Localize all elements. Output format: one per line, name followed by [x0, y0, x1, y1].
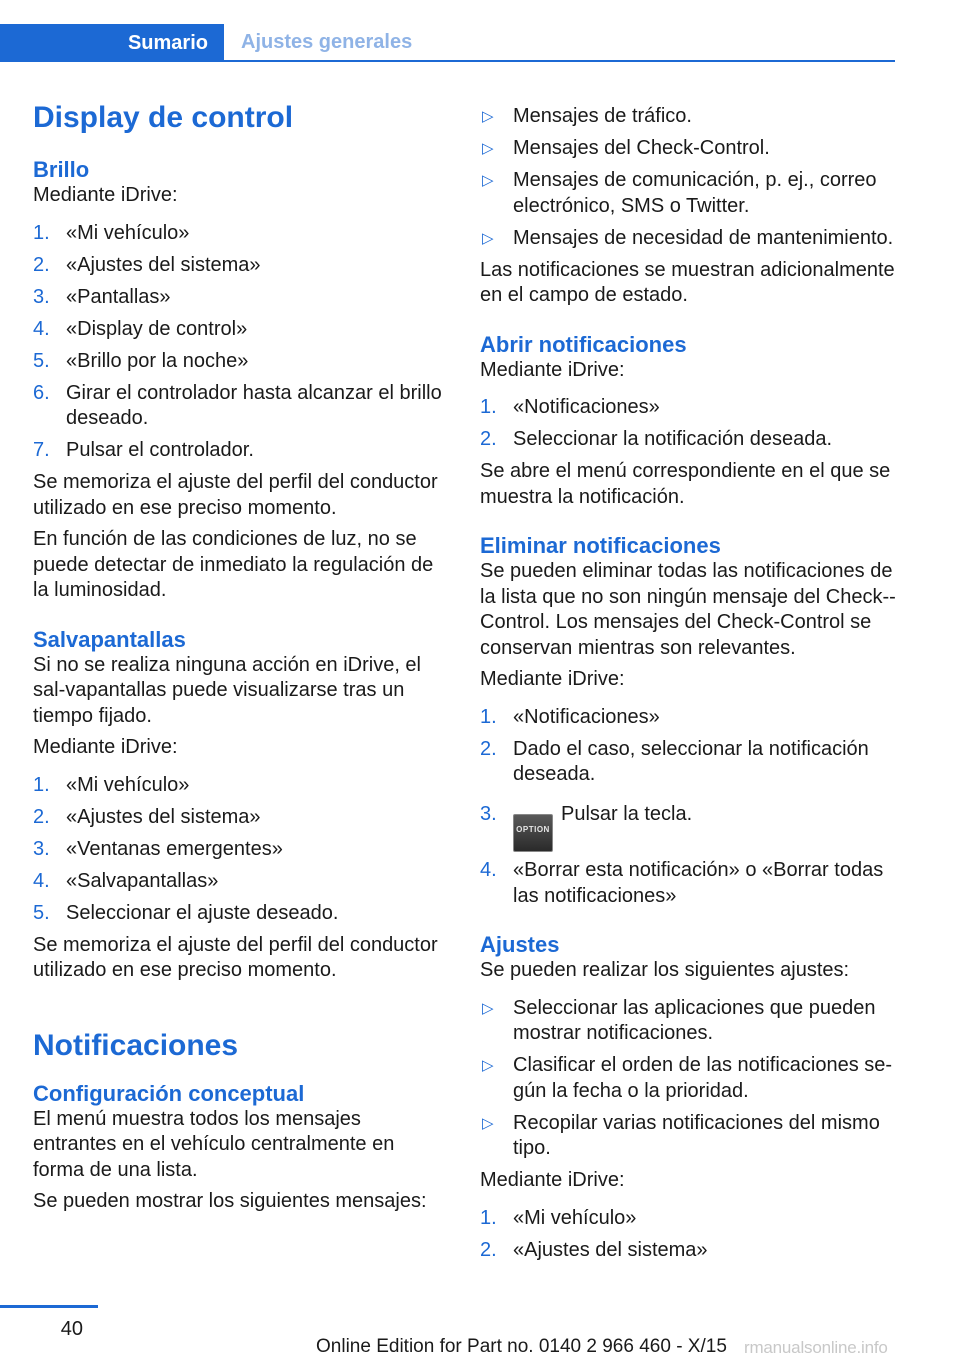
heading-abrir-notificaciones: Abrir notificaciones — [480, 331, 687, 357]
bullet-triangle-icon: ▷ — [482, 140, 494, 157]
list-item: ▷ Recopilar varias notificaciones del mismo tipo. — [482, 1111, 880, 1159]
abrir-steps — [480, 395, 898, 453]
eliminar-intro: Mediante iDrive: — [480, 668, 625, 690]
step-number: 3. — [480, 802, 497, 825]
list-item: 3. «Pantallas» — [33, 285, 449, 311]
list-item: 1. «Notificaciones» — [480, 705, 898, 731]
config-desc: El menú muestra todos los mensajes entrantes en el vehículo centralmente en forma de una lista. — [33, 1107, 395, 1181]
bullet-triangle-icon: ▷ — [482, 1114, 494, 1132]
status-field-note: Las notificaciones se muestran adicionalmente en el campo de estado. — [480, 258, 895, 306]
list-item: ▷ Mensajes de comunicación, p. ej., correo electrónico, SMS o Twitter. — [482, 169, 877, 217]
left-column — [33, 100, 449, 1221]
step-number: 1. — [480, 1206, 497, 1229]
ajustes-intro-2: Mediante iDrive: — [480, 1169, 625, 1191]
list-item: 3. OPTIONPulsar la tecla. — [480, 802, 898, 852]
heading-salvapantallas: Salvapantallas — [33, 626, 186, 652]
salvapantallas-steps — [33, 773, 449, 927]
list-item: ▷ Mensajes de tráfico. — [480, 104, 898, 130]
heading-configuracion-conceptual: Configuración conceptual — [33, 1080, 305, 1106]
step-number: 2. — [480, 1238, 497, 1261]
list-item: 2. «Ajustes del sistema» — [33, 805, 449, 831]
step-number: 3. — [33, 285, 50, 308]
right-column — [480, 100, 898, 1270]
brillo-note-1: Se memoriza el ajuste del perfil del conductor utilizado en ese preciso momento. — [33, 471, 438, 519]
header-divider — [0, 60, 895, 62]
abrir-intro: Mediante iDrive: — [480, 358, 625, 381]
heading-notificaciones: Notificaciones — [33, 1028, 239, 1062]
list-item: 5. Seleccionar el ajuste deseado. — [33, 901, 449, 927]
footer-divider — [0, 1305, 98, 1308]
list-item: 2. Dado el caso, seleccionar la notificación deseada. — [480, 737, 869, 785]
eliminar-steps — [480, 705, 898, 910]
step-number: 2. — [33, 253, 50, 276]
ajustes-options-list — [480, 996, 898, 1162]
tab-sumario[interactable]: Sumario — [0, 24, 224, 62]
list-item: 3. «Ventanas emergentes» — [33, 837, 449, 863]
bullet-triangle-icon: ▷ — [482, 1057, 494, 1074]
step-number: 2. — [480, 737, 497, 760]
step-number: 1. — [480, 396, 497, 418]
step-number: 6. — [33, 381, 50, 404]
brillo-steps — [33, 221, 449, 464]
config-intro: Se pueden mostrar los siguientes mensajes: — [33, 1190, 427, 1212]
list-item: 2. «Ajustes del sistema» — [33, 253, 449, 279]
list-item: 1. «Mi vehículo» — [33, 773, 449, 799]
option-key-icon: OPTION — [513, 814, 553, 852]
step-number: 1. — [33, 773, 50, 796]
step-number: 7. — [33, 439, 50, 461]
ajustes-intro: Se pueden realizar los siguientes ajustes: — [480, 959, 850, 981]
message-types-list — [480, 104, 898, 251]
list-item: 4. «Salvapantallas» — [33, 869, 449, 895]
bullet-triangle-icon: ▷ — [482, 229, 494, 247]
list-item: 5. «Brillo por la noche» — [33, 349, 449, 375]
list-item: 4. «Display de control» — [33, 317, 449, 343]
heading-display-de-control: Display de control — [33, 101, 294, 134]
list-item: 7. Pulsar el controlador. — [33, 438, 449, 464]
salvapantallas-desc: Si no se realiza ninguna acción en iDrive, el sal‐vapantallas puede visualizarse tras un tiempo fijado. — [33, 653, 421, 727]
list-item: ▷ Mensajes de necesidad de mantenimiento. — [480, 226, 898, 252]
list-item: 2. «Ajustes del sistema» — [480, 1238, 898, 1264]
salvapantallas-note: Se memoriza el ajuste del perfil del conductor utilizado en ese preciso momento. — [33, 933, 438, 981]
list-item: 4. «Borrar esta notificación» o «Borrar todas las notificaciones» — [480, 859, 884, 907]
list-item: ▷ Seleccionar las aplicaciones que pueden mostrar notificaciones. — [482, 996, 876, 1044]
step-number: 4. — [33, 317, 50, 340]
brillo-intro: Mediante iDrive: — [33, 184, 178, 206]
step-number: 3. — [33, 837, 50, 860]
list-item: 1. «Mi vehículo» — [33, 221, 449, 247]
step-number: 5. — [33, 901, 50, 924]
ajustes-steps — [480, 1206, 898, 1264]
heading-eliminar-notificaciones: Eliminar notificaciones — [480, 533, 721, 558]
list-item: 2. Seleccionar la notificación deseada. — [480, 427, 898, 453]
abrir-note: Se abre el menú correspondiente en el que se muestra la notificación. — [480, 460, 891, 508]
heading-brillo: Brillo — [33, 157, 90, 182]
list-item: 1. «Notificaciones» — [480, 395, 898, 421]
watermark: rmanualsonline.info — [744, 1338, 888, 1357]
list-item: ▷ Mensajes del Check-Control. — [480, 136, 898, 162]
step-number: 1. — [480, 705, 497, 728]
page-header — [0, 24, 895, 62]
salvapantallas-intro: Mediante iDrive: — [33, 736, 178, 758]
step-number: 4. — [33, 869, 50, 892]
eliminar-desc: Se pueden eliminar todas las notificaciones de la lista que no son ningún mensaje del Check‐-Control. Los mensajes del Check-Control se conservan mientras son relevantes. — [480, 560, 896, 659]
bullet-triangle-icon: ▷ — [482, 108, 494, 125]
edition-footer: Online Edition for Part no. 0140 2 966 460 - X/15 — [316, 1336, 727, 1357]
bullet-triangle-icon: ▷ — [482, 172, 494, 189]
step-number: 2. — [33, 805, 50, 828]
list-item: ▷ Clasificar el orden de las notificaciones se‐gún la fecha o la prioridad. — [482, 1054, 893, 1102]
step-number: 2. — [480, 428, 497, 450]
page-number: 40 — [60, 1318, 83, 1340]
step-number: 5. — [33, 349, 50, 372]
step-number: 1. — [33, 221, 50, 244]
step-number: 4. — [480, 859, 497, 881]
list-item: 1. «Mi vehículo» — [480, 1206, 898, 1232]
brillo-note-2: En función de las condiciones de luz, no se puede detectar de inmediato la regulación de la luminosidad. — [33, 528, 434, 601]
heading-ajustes: Ajustes — [480, 932, 560, 957]
bullet-triangle-icon: ▷ — [482, 999, 494, 1017]
tab-ajustes-generales[interactable]: Ajustes generales — [241, 30, 413, 53]
list-item: 6. Girar el controlador hasta alcanzar el brillo deseado. — [33, 381, 442, 429]
